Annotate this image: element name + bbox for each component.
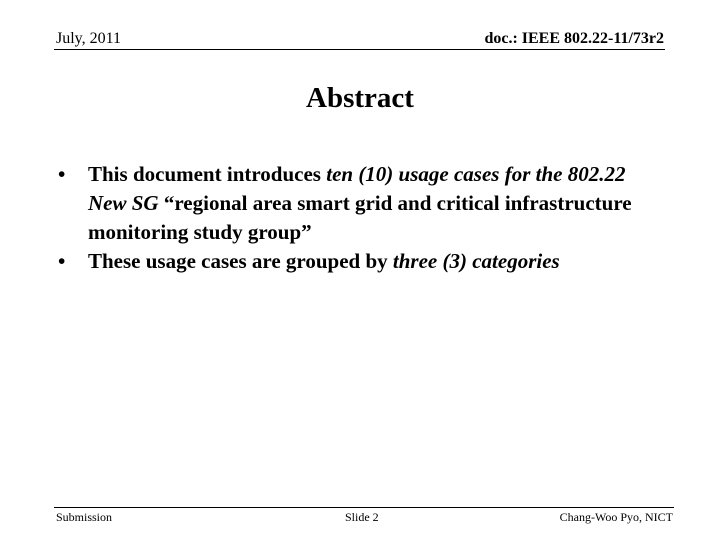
bullet-text: This document introduces xyxy=(88,162,327,186)
footer-submission: Submission xyxy=(56,510,113,524)
bullet-list xyxy=(58,160,668,276)
bullet-item xyxy=(58,247,668,276)
bullet-item xyxy=(58,160,668,247)
bullet-text-italic: ten (10) usage cases for the 802.22 New SG xyxy=(88,162,626,215)
footer-author: Chang-Woo Pyo, NICT xyxy=(559,510,673,524)
bullet-text: These usage cases are grouped by xyxy=(88,249,393,273)
footer-divider xyxy=(54,507,674,508)
header-date: July, 2011 xyxy=(56,30,122,47)
slide-title: Abstract xyxy=(306,82,414,114)
header-doc-id: doc.: IEEE 802.22-11/73r2 xyxy=(484,30,664,47)
bullet-marker: • xyxy=(58,249,66,273)
footer-slide-number: Slide 2 xyxy=(345,510,379,524)
bullet-text-italic: three (3) categories xyxy=(392,249,560,273)
header-divider xyxy=(54,49,665,50)
bullet-text: “regional area smart grid and critical infrastructure monitoring study group” xyxy=(88,191,632,244)
bullet-marker: • xyxy=(58,162,66,186)
